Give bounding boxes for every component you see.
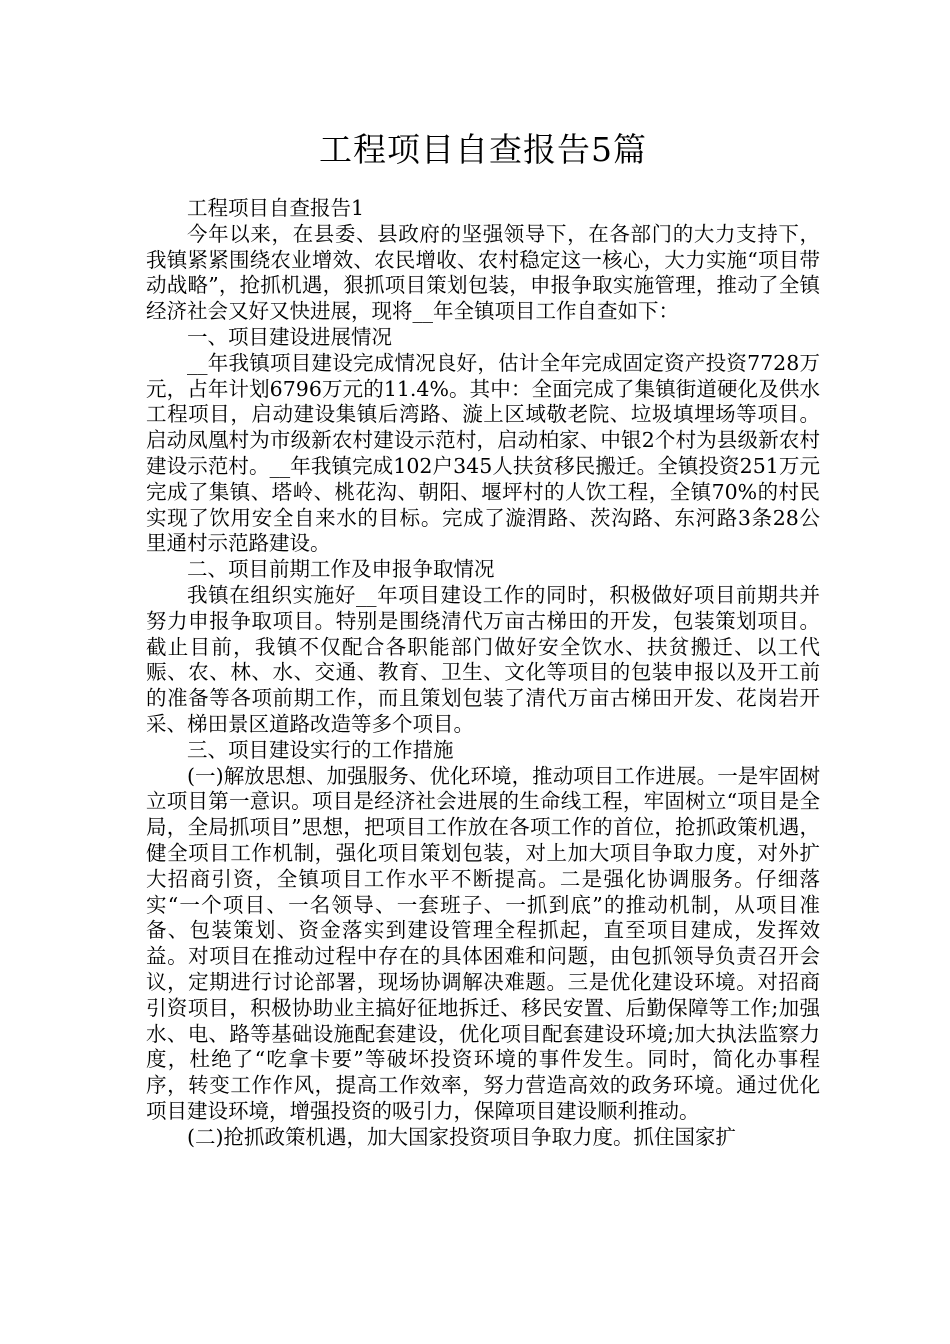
paragraph-preparation: 我镇在组织实施好__年项目建设工作的同时，积极做好项目前期共并努力申报争取项目。特别是围绕清代万亩古梯田的开发，包装策划项目。截止目前，我镇不仅配合各职能部门做好安全饮水、扶贫搬迁、以工代赈、农、林、水、交通、教育、卫生、文化等项目的包装申报以及开工前的准备等各项前期工作，而且策划包装了清代万亩古梯田开发、花岗岩开采、梯田景区道路改造等多个项目。 (146, 582, 820, 736)
paragraph-measures-2: (二)抢抓政策机遇，加大国家投资项目争取力度。抓住国家扩 (187, 1124, 736, 1149)
paragraph-measures-1: (一)解放思想、加强服务、优化环境，推动项目工作进展。一是牢固树立项目第一意识。项目是经济社会进展的生命线工程，牢固树立“项目是全局，全局抓项目”思想，把项目工作放在各项工作的首位，抢抓政策机遇，健全项目工作机制，强化项目策划包装，对上加大项目争取力度，对外扩大招商引资，全镇项目工作水平不断提高。二是强化协调服务。仔细落实“一个项目、一名领导、一套班子、一抓到底”的推动机制，从项目准备、包装策划、资金落实到建设管理全程抓起，直至项目建成，发挥效益。对项目在推动过程中存在的具体困难和问题，由包抓领导负责召开会议，定期进行讨论部署，现场协调解决难题。三是优化建设环境。对招商引资项目，积极协助业主搞好征地拆迁、移民安置、后勤保障等工作;加强水、电、路等基础设施配套建设，优化项目配套建设环境;加大执法监察力度，杜绝了“吃拿卡要”等破坏投资环境的事件发生。同时，简化办事程序，转变工作作风，提高工作效率，努力营造高效的政务环境。通过优化项目建设环境，增强投资的吸引力，保障项目建设顺利推动。 (146, 763, 820, 1123)
document-title: 工程项目自查报告5篇 (319, 130, 647, 169)
paragraph-progress: __年我镇项目建设完成情况良好，估计全年完成固定资产投资7728万元，占年计划6796万元的11.4%。其中：全面完成了集镇街道硬化及供水工程项目，启动建设集镇后湾路、漩上区域敬老院、垃圾填埋场等项目。启动凤凰村为市级新农村建设示范村，启动柏家、中银2个村为县级新农村建设示范村。__年我镇完成102户345人扶贫移民搬迁。全镇投资251万元完成了集镇、塔岭、桃花沟、朝阳、堰坪村的人饮工程，全镇70%的村民实现了饮用安全自来水的目标。完成了漩渭路、茨沟路、东河路3条28公里通村示范路建设。 (146, 350, 820, 556)
section-heading-2: 二、项目前期工作及申报争取情况 (187, 557, 495, 582)
paragraph-intro: 今年以来，在县委、县政府的坚强领导下，在各部门的大力支持下，我镇紧紧围绕农业增效、农民增收、农村稳定这一核心，大力实施“项目带动战略”，抢抓机遇，狠抓项目策划包装，申报争取实施管理，推动了全镇经济社会又好又快进展，现将__年全镇项目工作自查如下： (146, 221, 820, 324)
paragraph-subtitle: 工程项目自查报告1 (187, 196, 365, 220)
document-body (146, 196, 820, 1150)
document-page (146, 128, 820, 1150)
section-heading-3: 三、项目建设实行的工作措施 (187, 737, 454, 762)
section-heading-1: 一、项目建设进展情况 (187, 324, 392, 349)
